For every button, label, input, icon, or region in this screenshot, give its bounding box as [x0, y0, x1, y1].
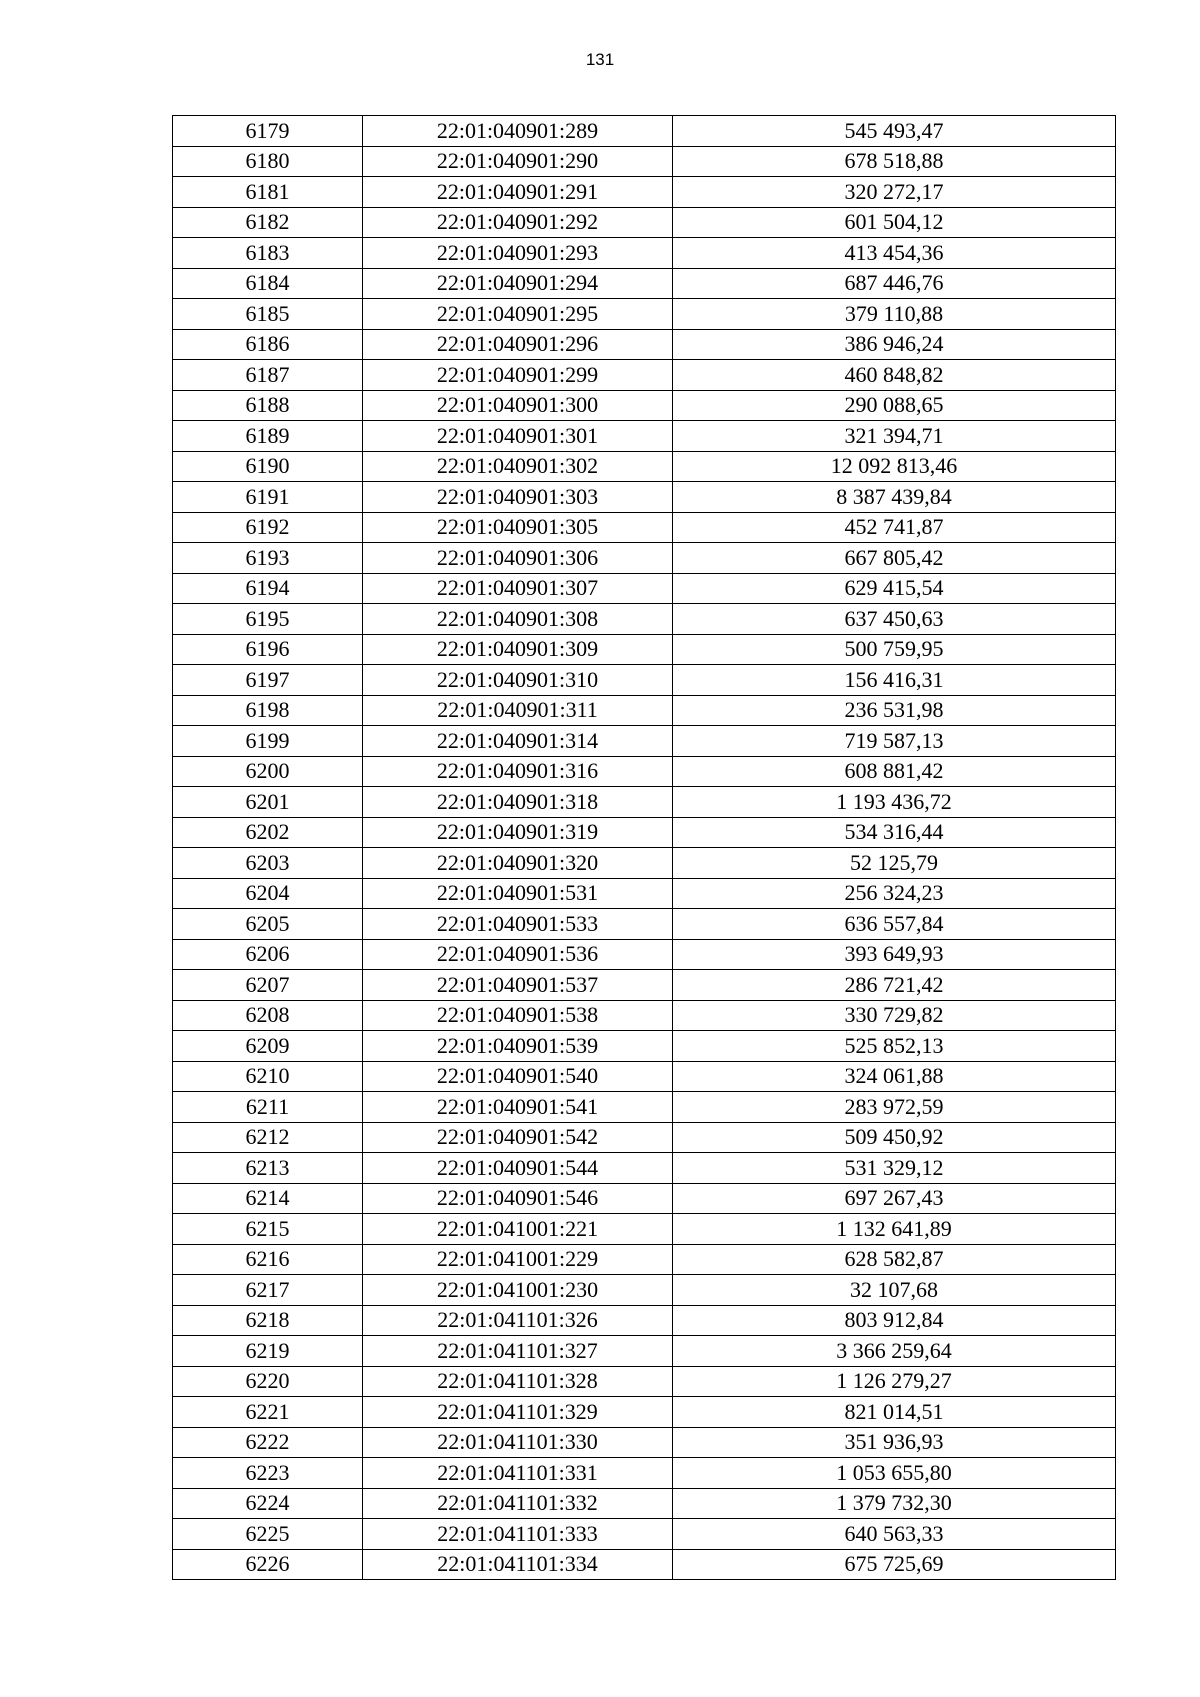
- cadastral-number-cell: 22:01:040901:540: [363, 1061, 673, 1092]
- value-cell: 628 582,87: [673, 1244, 1116, 1275]
- row-number-cell: 6222: [173, 1427, 363, 1458]
- row-number-cell: 6194: [173, 573, 363, 604]
- cadastral-number-cell: 22:01:041101:328: [363, 1366, 673, 1397]
- value-cell: 283 972,59: [673, 1092, 1116, 1123]
- table-row: [173, 817, 1116, 848]
- value-cell: 531 329,12: [673, 1153, 1116, 1184]
- value-cell: 379 110,88: [673, 299, 1116, 330]
- row-number-cell: 6220: [173, 1366, 363, 1397]
- row-number-cell: 6193: [173, 543, 363, 574]
- cadastral-number-cell: 22:01:040901:536: [363, 939, 673, 970]
- row-number-cell: 6224: [173, 1488, 363, 1519]
- table-row: [173, 1092, 1116, 1123]
- cadastral-number-cell: 22:01:040901:541: [363, 1092, 673, 1123]
- value-cell: 1 053 655,80: [673, 1458, 1116, 1489]
- value-cell: 32 107,68: [673, 1275, 1116, 1306]
- value-cell: 156 416,31: [673, 665, 1116, 696]
- table-row: [173, 177, 1116, 208]
- value-cell: 509 450,92: [673, 1122, 1116, 1153]
- row-number-cell: 6198: [173, 695, 363, 726]
- cadastral-number-cell: 22:01:040901:311: [363, 695, 673, 726]
- value-cell: 1 126 279,27: [673, 1366, 1116, 1397]
- row-number-cell: 6199: [173, 726, 363, 757]
- table-row: [173, 878, 1116, 909]
- cadastral-number-cell: 22:01:040901:308: [363, 604, 673, 635]
- cadastral-number-cell: 22:01:041101:333: [363, 1519, 673, 1550]
- row-number-cell: 6188: [173, 390, 363, 421]
- cadastral-number-cell: 22:01:040901:306: [363, 543, 673, 574]
- cadastral-number-cell: 22:01:041101:330: [363, 1427, 673, 1458]
- table-row: [173, 1519, 1116, 1550]
- value-cell: 290 088,65: [673, 390, 1116, 421]
- cadastral-number-cell: 22:01:040901:302: [363, 451, 673, 482]
- table-row: [173, 848, 1116, 879]
- value-cell: 629 415,54: [673, 573, 1116, 604]
- table-row: [173, 1336, 1116, 1367]
- cadastral-number-cell: 22:01:040901:310: [363, 665, 673, 696]
- cadastral-number-cell: 22:01:040901:537: [363, 970, 673, 1001]
- cadastral-number-cell: 22:01:040901:296: [363, 329, 673, 360]
- table-row: [173, 909, 1116, 940]
- table-row: [173, 268, 1116, 299]
- cadastral-number-cell: 22:01:040901:309: [363, 634, 673, 665]
- value-cell: 500 759,95: [673, 634, 1116, 665]
- table-row: [173, 543, 1116, 574]
- cadastral-number-cell: 22:01:040901:316: [363, 756, 673, 787]
- table-row: [173, 665, 1116, 696]
- row-number-cell: 6189: [173, 421, 363, 452]
- value-cell: 637 450,63: [673, 604, 1116, 635]
- value-cell: 636 557,84: [673, 909, 1116, 940]
- row-number-cell: 6196: [173, 634, 363, 665]
- row-number-cell: 6226: [173, 1549, 363, 1580]
- row-number-cell: 6202: [173, 817, 363, 848]
- table-row: [173, 1183, 1116, 1214]
- value-cell: 697 267,43: [673, 1183, 1116, 1214]
- value-cell: 719 587,13: [673, 726, 1116, 757]
- table-row: [173, 1397, 1116, 1428]
- table-row: [173, 1153, 1116, 1184]
- table-row: [173, 1458, 1116, 1489]
- row-number-cell: 6212: [173, 1122, 363, 1153]
- cadastral-number-cell: 22:01:040901:546: [363, 1183, 673, 1214]
- cadastral-number-cell: 22:01:040901:294: [363, 268, 673, 299]
- value-cell: 1 132 641,89: [673, 1214, 1116, 1245]
- cadastral-number-cell: 22:01:040901:301: [363, 421, 673, 452]
- row-number-cell: 6197: [173, 665, 363, 696]
- cadastral-number-cell: 22:01:041101:334: [363, 1549, 673, 1580]
- value-cell: 601 504,12: [673, 207, 1116, 238]
- value-cell: 386 946,24: [673, 329, 1116, 360]
- value-cell: 534 316,44: [673, 817, 1116, 848]
- table-row: [173, 1122, 1116, 1153]
- cadastral-number-cell: 22:01:040901:539: [363, 1031, 673, 1062]
- cadastral-number-cell: 22:01:040901:291: [363, 177, 673, 208]
- row-number-cell: 6205: [173, 909, 363, 940]
- cadastral-number-cell: 22:01:041101:327: [363, 1336, 673, 1367]
- cadastral-number-cell: 22:01:040901:293: [363, 238, 673, 269]
- table-row: [173, 512, 1116, 543]
- table-row: [173, 573, 1116, 604]
- value-cell: 330 729,82: [673, 1000, 1116, 1031]
- table-row: [173, 1275, 1116, 1306]
- row-number-cell: 6191: [173, 482, 363, 513]
- value-cell: 821 014,51: [673, 1397, 1116, 1428]
- row-number-cell: 6180: [173, 146, 363, 177]
- value-cell: 608 881,42: [673, 756, 1116, 787]
- cadastral-number-cell: 22:01:040901:314: [363, 726, 673, 757]
- table-row: [173, 329, 1116, 360]
- table-row: [173, 939, 1116, 970]
- row-number-cell: 6213: [173, 1153, 363, 1184]
- table-row: [173, 970, 1116, 1001]
- row-number-cell: 6183: [173, 238, 363, 269]
- table-row: [173, 1427, 1116, 1458]
- row-number-cell: 6182: [173, 207, 363, 238]
- cadastral-number-cell: 22:01:040901:305: [363, 512, 673, 543]
- page-number: 131: [585, 50, 615, 69]
- value-cell: 393 649,93: [673, 939, 1116, 970]
- value-cell: 640 563,33: [673, 1519, 1116, 1550]
- row-number-cell: 6201: [173, 787, 363, 818]
- row-number-cell: 6206: [173, 939, 363, 970]
- value-cell: 8 387 439,84: [673, 482, 1116, 513]
- cadastral-number-cell: 22:01:040901:290: [363, 146, 673, 177]
- cadastral-number-cell: 22:01:040901:295: [363, 299, 673, 330]
- table-row: [173, 116, 1116, 147]
- table-row: [173, 1244, 1116, 1275]
- row-number-cell: 6223: [173, 1458, 363, 1489]
- row-number-cell: 6214: [173, 1183, 363, 1214]
- cadastral-number-cell: 22:01:041101:326: [363, 1305, 673, 1336]
- row-number-cell: 6207: [173, 970, 363, 1001]
- table-body: [173, 116, 1116, 1580]
- value-cell: 324 061,88: [673, 1061, 1116, 1092]
- row-number-cell: 6218: [173, 1305, 363, 1336]
- table-row: [173, 1549, 1116, 1580]
- cadastral-number-cell: 22:01:040901:292: [363, 207, 673, 238]
- row-number-cell: 6211: [173, 1092, 363, 1123]
- value-cell: 351 936,93: [673, 1427, 1116, 1458]
- cadastral-number-cell: 22:01:041101:332: [363, 1488, 673, 1519]
- value-cell: 667 805,42: [673, 543, 1116, 574]
- table-row: [173, 299, 1116, 330]
- value-cell: 413 454,36: [673, 238, 1116, 269]
- cadastral-number-cell: 22:01:040901:300: [363, 390, 673, 421]
- table-row: [173, 1366, 1116, 1397]
- value-cell: 525 852,13: [673, 1031, 1116, 1062]
- row-number-cell: 6190: [173, 451, 363, 482]
- row-number-cell: 6192: [173, 512, 363, 543]
- row-number-cell: 6217: [173, 1275, 363, 1306]
- table-row: [173, 1305, 1116, 1336]
- cadastral-number-cell: 22:01:040901:320: [363, 848, 673, 879]
- table-row: [173, 787, 1116, 818]
- row-number-cell: 6181: [173, 177, 363, 208]
- row-number-cell: 6184: [173, 268, 363, 299]
- cadastral-number-cell: 22:01:041101:331: [363, 1458, 673, 1489]
- value-cell: 675 725,69: [673, 1549, 1116, 1580]
- table-row: [173, 1031, 1116, 1062]
- row-number-cell: 6225: [173, 1519, 363, 1550]
- table-row: [173, 634, 1116, 665]
- row-number-cell: 6185: [173, 299, 363, 330]
- value-cell: 321 394,71: [673, 421, 1116, 452]
- value-cell: 687 446,76: [673, 268, 1116, 299]
- row-number-cell: 6186: [173, 329, 363, 360]
- value-cell: 1 193 436,72: [673, 787, 1116, 818]
- table-row: [173, 390, 1116, 421]
- table-row: [173, 451, 1116, 482]
- table-row: [173, 1000, 1116, 1031]
- row-number-cell: 6209: [173, 1031, 363, 1062]
- row-number-cell: 6215: [173, 1214, 363, 1245]
- row-number-cell: 6200: [173, 756, 363, 787]
- row-number-cell: 6179: [173, 116, 363, 147]
- cadastral-number-cell: 22:01:040901:299: [363, 360, 673, 391]
- row-number-cell: 6204: [173, 878, 363, 909]
- value-cell: 460 848,82: [673, 360, 1116, 391]
- cadastral-number-cell: 22:01:041101:329: [363, 1397, 673, 1428]
- table-row: [173, 207, 1116, 238]
- cadastral-number-cell: 22:01:040901:319: [363, 817, 673, 848]
- table-row: [173, 238, 1116, 269]
- value-cell: 452 741,87: [673, 512, 1116, 543]
- row-number-cell: 6221: [173, 1397, 363, 1428]
- cadastral-number-cell: 22:01:040901:542: [363, 1122, 673, 1153]
- table-row: [173, 482, 1116, 513]
- value-cell: 803 912,84: [673, 1305, 1116, 1336]
- cadastral-number-cell: 22:01:041001:230: [363, 1275, 673, 1306]
- value-cell: 678 518,88: [673, 146, 1116, 177]
- table-row: [173, 726, 1116, 757]
- cadastral-number-cell: 22:01:040901:533: [363, 909, 673, 940]
- table-row: [173, 421, 1116, 452]
- row-number-cell: 6210: [173, 1061, 363, 1092]
- value-cell: 320 272,17: [673, 177, 1116, 208]
- cadastral-number-cell: 22:01:040901:538: [363, 1000, 673, 1031]
- cadastral-number-cell: 22:01:041001:221: [363, 1214, 673, 1245]
- cadastral-number-cell: 22:01:040901:318: [363, 787, 673, 818]
- row-number-cell: 6203: [173, 848, 363, 879]
- cadastral-number-cell: 22:01:040901:307: [363, 573, 673, 604]
- cadastral-number-cell: 22:01:040901:531: [363, 878, 673, 909]
- table-row: [173, 1214, 1116, 1245]
- cadastral-number-cell: 22:01:040901:544: [363, 1153, 673, 1184]
- row-number-cell: 6216: [173, 1244, 363, 1275]
- cadastral-number-cell: 22:01:040901:289: [363, 116, 673, 147]
- table-row: [173, 360, 1116, 391]
- value-cell: 256 324,23: [673, 878, 1116, 909]
- value-cell: 286 721,42: [673, 970, 1116, 1001]
- table-row: [173, 756, 1116, 787]
- row-number-cell: 6187: [173, 360, 363, 391]
- row-number-cell: 6219: [173, 1336, 363, 1367]
- row-number-cell: 6208: [173, 1000, 363, 1031]
- cadastral-number-cell: 22:01:040901:303: [363, 482, 673, 513]
- value-cell: 236 531,98: [673, 695, 1116, 726]
- value-cell: 12 092 813,46: [673, 451, 1116, 482]
- row-number-cell: 6195: [173, 604, 363, 635]
- value-cell: 1 379 732,30: [673, 1488, 1116, 1519]
- data-table: [172, 115, 1116, 1580]
- table-row: [173, 604, 1116, 635]
- table-row: [173, 1061, 1116, 1092]
- value-cell: 545 493,47: [673, 116, 1116, 147]
- value-cell: 52 125,79: [673, 848, 1116, 879]
- table-row: [173, 146, 1116, 177]
- table-row: [173, 695, 1116, 726]
- cadastral-number-cell: 22:01:041001:229: [363, 1244, 673, 1275]
- value-cell: 3 366 259,64: [673, 1336, 1116, 1367]
- table-row: [173, 1488, 1116, 1519]
